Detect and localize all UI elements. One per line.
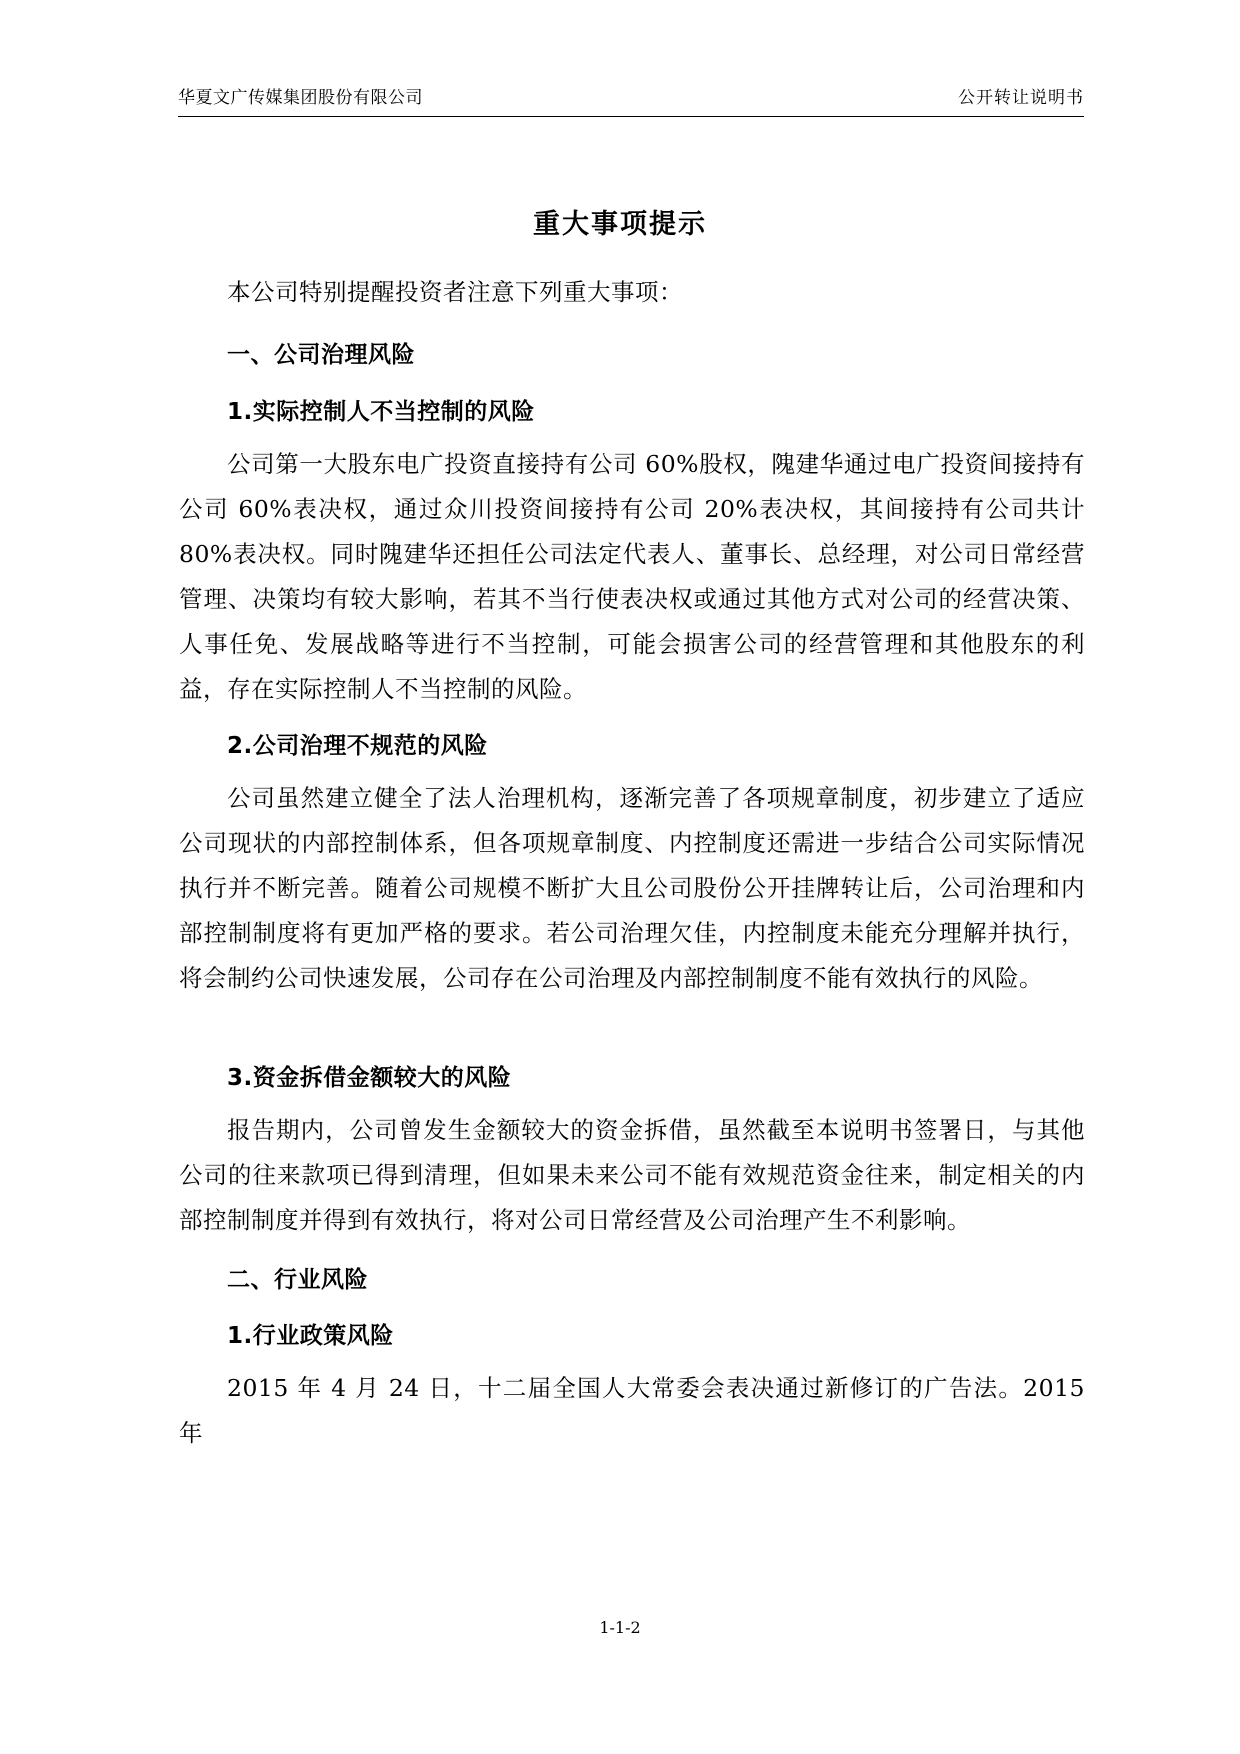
paragraph-governance-nonstandard: 公司虽然建立健全了法人治理机构，逐渐完善了各项规章制度，初步建立了适应公司现状的内部控制体系，但各项规章制度、内控制度还需进一步结合公司实际情况执行并不断完善。随着公司规模不断扩大且公司股份公开挂牌转让后，公司治理和内部控制制度将有更加严格的要求。若公司治理欠佳，内控制度未能充分理解并执行，将会制约公司快速发展，公司存在公司治理及内部控制制度不能有效执行的风险。 — [179, 784, 1085, 992]
subheading-control-risk: 1.实际控制人不当控制的风险 — [227, 399, 535, 425]
header-doc-type: 公开转让说明书 — [958, 88, 1084, 108]
paragraph-policy-risk: 2015 年 4 月 24 日，十二届全国人大常委会表决通过新修订的广告法。2015 年 — [179, 1374, 1085, 1447]
page-header — [178, 86, 1084, 117]
page-title: 重大事项提示 — [533, 209, 707, 240]
intro-paragraph: 本公司特别提醒投资者注意下列重大事项： — [227, 278, 683, 306]
page-number: 1-1-2 — [599, 1618, 641, 1637]
subheading-fund-lending: 3.资金拆借金额较大的风险 — [227, 1065, 512, 1091]
section-heading-governance: 一、公司治理风险 — [227, 342, 415, 368]
paragraph-fund-lending: 报告期内，公司曾发生金额较大的资金拆借，虽然截至本说明书签署日，与其他公司的往来款项已得到清理，但如果未来公司不能有效规范资金往来，制定相关的内部控制制度并得到有效执行，将对公司日常经营及公司治理产生不利影响。 — [179, 1116, 1085, 1234]
paragraph-control-risk: 公司第一大股东电广投资直接持有公司 60%股权，隗建华通过电广投资间接持有公司 60%表决权，通过众川投资间接持有公司 20%表决权，其间接持有公司共计 80%表决权。同时隗建华还担任公司法定代表人、董事长、总经理，对公司日常经营管理、决策均有较大影响，若其不当行使表决权或通过其他方式对公司的经营决策、人事任免、发展战略等进行不当控制，可能会损害公司的经营管理和其他股东的利益，存在实际控制人不当控制的风险。 — [179, 450, 1085, 703]
section-heading-industry: 二、行业风险 — [227, 1267, 368, 1293]
subheading-governance-nonstandard: 2.公司治理不规范的风险 — [227, 733, 488, 759]
subheading-policy-risk: 1.行业政策风险 — [227, 1323, 394, 1349]
header-company: 华夏文广传媒集团股份有限公司 — [178, 88, 423, 108]
